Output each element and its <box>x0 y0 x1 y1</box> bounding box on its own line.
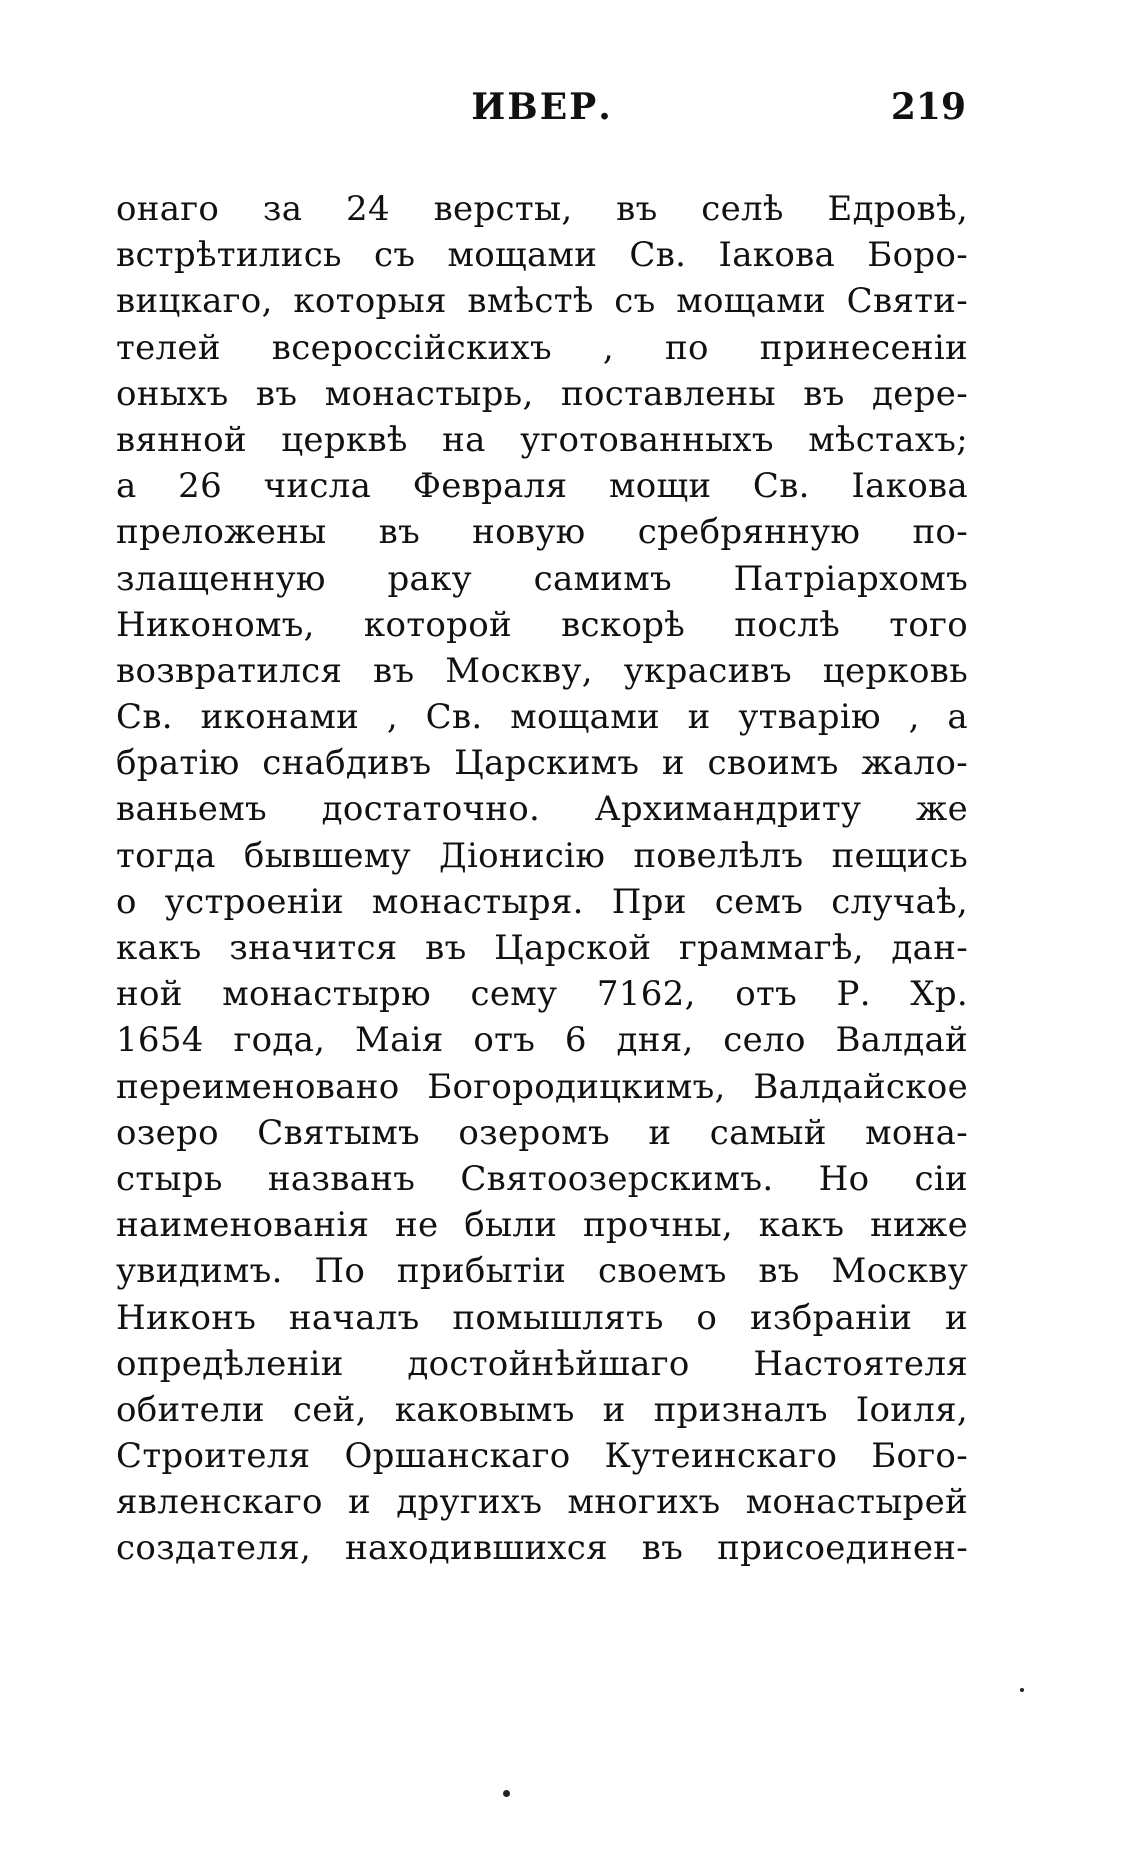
text-line: обители сей, каковымъ и призналъ Іоиля, <box>116 1389 968 1430</box>
text-line: а 26 числа Февраля мощи Св. Іакова <box>116 466 968 507</box>
print-speck <box>1020 1688 1024 1692</box>
text-line: Строителя Оршанскаго Кутеинскаго Бого- <box>116 1436 968 1477</box>
text-line: опредѣленіи достойнѣйшаго Настоятеля <box>116 1343 968 1384</box>
text-line: создателя, находившихся въ присоединен- <box>116 1528 968 1569</box>
text-line: о устроеніи монастыря. При семъ случаѣ, <box>116 881 968 922</box>
text-line: ваньемъ достаточно. Архимандриту же <box>116 789 968 830</box>
print-speck <box>503 1790 510 1797</box>
text-line: Никонъ началъ помышлять о избраніи и <box>116 1297 968 1338</box>
text-line: Никономъ, которой вскорѣ послѣ того <box>116 604 968 645</box>
text-line: возвратился въ Москву, украсивъ церковь <box>116 650 968 691</box>
running-head <box>118 86 966 136</box>
text-line: встрѣтились съ мощами Св. Іакова Боро- <box>116 235 968 276</box>
text-line: телей всероссійскихъ , по принесеніи <box>116 327 968 368</box>
text-line: увидимъ. По прибытіи своемъ въ Москву <box>116 1251 968 1292</box>
text-line: злащенную раку самимъ Патріархомъ <box>116 558 968 599</box>
text-line: братію снабдивъ Царскимъ и своимъ жало- <box>116 743 968 784</box>
text-line: наименованія не были прочны, какъ ниже <box>116 1205 968 1246</box>
text-line: явленскаго и другихъ многихъ монастырей <box>116 1482 968 1523</box>
text-line: преложены въ новую сребрянную по- <box>116 512 968 553</box>
running-title: ИВЕР. <box>471 86 613 128</box>
text-line: Св. иконами , Св. мощами и утварію , а <box>116 697 968 738</box>
text-line: онаго за 24 версты, въ селѣ Едровѣ, <box>116 189 968 229</box>
text-line: переименовано Богородицкимъ, Валдайское <box>116 1066 968 1107</box>
text-line: ной монастырю сему 7162, отъ Р. Хр. <box>116 974 968 1015</box>
text-line: какъ значится въ Царской граммагѣ, дан- <box>116 928 968 968</box>
text-line: стырь названъ Святоозерскимъ. Но сіи <box>116 1158 968 1199</box>
text-line: вицкаго, которыя вмѣстѣ съ мощами Святи- <box>116 281 968 322</box>
text-line: тогда бывшему Діонисію повелѣлъ пещись <box>116 835 968 876</box>
text-line: оныхъ въ монастырь, поставлены въ дере- <box>116 373 968 414</box>
page-number: 219 <box>890 86 966 128</box>
body-text <box>116 186 968 1572</box>
text-line: озеро Святымъ озеромъ и самый мона- <box>116 1112 968 1153</box>
text-line: 1654 года, Маія отъ 6 дня, село Валдай <box>116 1020 968 1061</box>
text-line: вянной церквѣ на уготованныхъ мѣстахъ; <box>116 419 968 460</box>
